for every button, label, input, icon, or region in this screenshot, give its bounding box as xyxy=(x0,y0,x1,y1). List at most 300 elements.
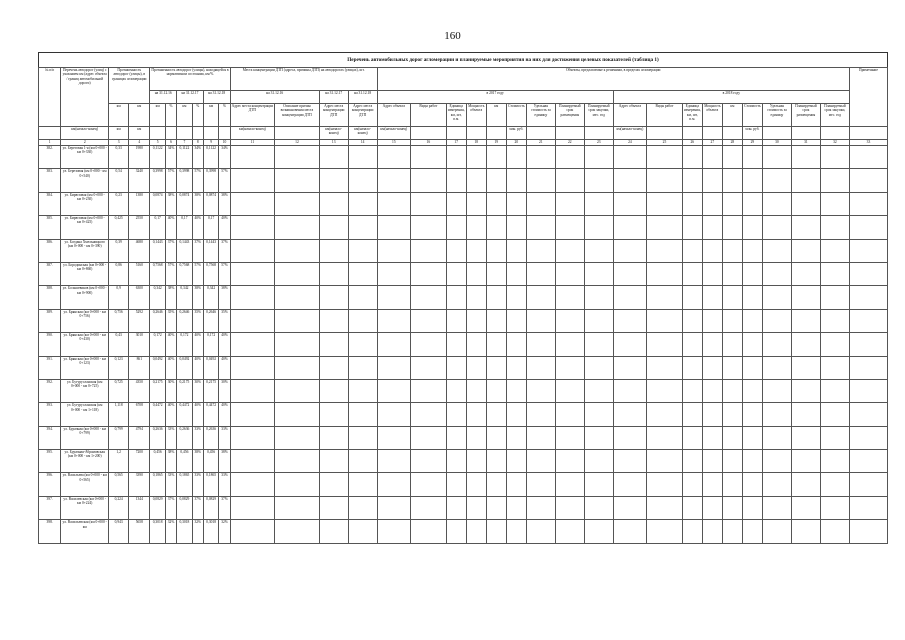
cell-empty xyxy=(319,473,348,496)
cell-empty xyxy=(348,192,377,215)
cell-empty xyxy=(319,356,348,379)
column-number: 22 xyxy=(555,140,584,146)
cell-empty xyxy=(820,426,849,449)
cell-empty xyxy=(506,192,526,215)
cell-len2: 3010 xyxy=(129,333,150,356)
cell-n: 389. xyxy=(39,309,61,332)
cell-empty xyxy=(275,192,320,215)
cell-empty xyxy=(742,473,762,496)
header-cost-unit-2018: Удельная стоимость за единицу xyxy=(762,104,791,127)
cell-p2: 35% xyxy=(192,309,203,332)
cell-p2: 34% xyxy=(192,146,203,169)
cell-empty xyxy=(486,309,506,332)
cell-v3: 0,3998 xyxy=(203,169,219,192)
cell-empty xyxy=(377,520,410,543)
cell-empty xyxy=(849,333,887,356)
column-number: 27 xyxy=(702,140,722,146)
cell-empty xyxy=(555,169,584,192)
cell-name: ул. Брянская (км 0+000 - км 0+756) xyxy=(61,309,109,332)
column-number: 16 xyxy=(411,140,447,146)
header-plan-purchase-2018: Планируемый срок закупки, мес. год xyxy=(820,104,849,127)
cell-empty xyxy=(486,333,506,356)
column-number: 24 xyxy=(613,140,646,146)
cell-len: 0,9 xyxy=(109,286,129,309)
cell-empty xyxy=(230,496,275,519)
cell-len: 0,23 xyxy=(109,192,129,215)
cell-empty xyxy=(319,239,348,262)
cell-empty xyxy=(411,520,447,543)
cell-empty xyxy=(319,192,348,215)
cell-empty xyxy=(647,192,683,215)
header-km: км xyxy=(109,104,129,127)
cell-p1: 34% xyxy=(165,146,176,169)
cell-v2: 0,2646 xyxy=(177,309,193,332)
cell-v1: 0,0874 xyxy=(150,192,166,215)
header-road-list: Перечень автодорог (улиц) с указанием км (адрес объекта / границ автомобильной дороги) xyxy=(61,68,109,127)
cell-p1: 30% xyxy=(165,379,176,402)
cell-p1: 33% xyxy=(165,473,176,496)
column-number: 2 xyxy=(61,140,109,146)
cell-empty xyxy=(555,403,584,426)
column-number: 3 xyxy=(109,140,129,146)
table-row xyxy=(39,473,888,496)
cell-empty xyxy=(791,146,820,169)
header-km-ref-dtp: км(начало-конец) xyxy=(230,127,275,140)
header-dtp-2018: на 31.12.18 xyxy=(348,91,377,104)
cell-p1: 57% xyxy=(165,262,176,285)
cell-empty xyxy=(820,192,849,215)
cell-empty xyxy=(702,520,722,543)
cell-empty xyxy=(555,216,584,239)
table-row xyxy=(39,239,888,262)
cell-empty xyxy=(486,169,506,192)
cell-empty xyxy=(702,169,722,192)
cell-p3: 38% xyxy=(219,286,230,309)
cell-empty xyxy=(791,450,820,473)
cell-p2: 38% xyxy=(192,286,203,309)
cell-p1: 37% xyxy=(165,239,176,262)
cell-p1: 38% xyxy=(165,192,176,215)
cell-p1: 40% xyxy=(165,216,176,239)
cell-empty xyxy=(466,403,486,426)
cell-empty xyxy=(446,403,466,426)
table-row xyxy=(39,426,888,449)
cell-n: 398. xyxy=(39,520,61,543)
cell-empty xyxy=(682,239,702,262)
column-number: 28 xyxy=(722,140,742,146)
cell-v2: 0,172 xyxy=(177,333,193,356)
cell-len2: 4350 xyxy=(129,379,150,402)
cell-empty xyxy=(526,192,555,215)
header-year-2018: в 2018 году xyxy=(613,91,849,104)
cell-len: 0,799 xyxy=(109,426,129,449)
cell-empty xyxy=(466,496,486,519)
cell-v2: 0,342 xyxy=(177,286,193,309)
cell-empty xyxy=(230,450,275,473)
cell-empty xyxy=(584,286,613,309)
cell-v2: 0,0874 xyxy=(177,192,193,215)
cell-empty xyxy=(446,520,466,543)
table-title: Перечень автомобильных дорог агломерации и планируемые мероприятия на них для достижения целевых показателей (таблица 1) xyxy=(38,52,888,67)
cell-empty xyxy=(411,333,447,356)
cell-empty xyxy=(348,496,377,519)
header-cost-unit-2017: Удельная стоимость за единицу xyxy=(526,104,555,127)
cell-empty xyxy=(446,379,466,402)
cell-empty xyxy=(348,286,377,309)
column-number: 15 xyxy=(377,140,410,146)
cell-v3: 0,2175 xyxy=(203,379,219,402)
cell-empty xyxy=(466,146,486,169)
header-works-2017: Виды работ xyxy=(411,104,447,127)
cell-empty xyxy=(702,473,722,496)
cell-n: 390. xyxy=(39,333,61,356)
cell-empty xyxy=(377,426,410,449)
cell-v2: 0,2175 xyxy=(177,379,193,402)
cell-empty xyxy=(762,309,791,332)
cell-empty xyxy=(702,262,722,285)
table-row xyxy=(39,169,888,192)
header-address-2017: Адрес объекта xyxy=(377,104,410,127)
column-number: 33 xyxy=(849,140,887,146)
cell-empty xyxy=(466,286,486,309)
header-km-c: км xyxy=(203,104,219,127)
cell-empty xyxy=(446,262,466,285)
cell-empty xyxy=(584,473,613,496)
cell-empty xyxy=(411,192,447,215)
column-number: 14 xyxy=(348,140,377,146)
cell-empty xyxy=(377,379,410,402)
cell-empty xyxy=(849,309,887,332)
cell-empty xyxy=(466,473,486,496)
cell-empty xyxy=(526,239,555,262)
cell-empty xyxy=(762,192,791,215)
cell-v3: 0,0829 xyxy=(203,496,219,519)
header-blank xyxy=(203,127,219,140)
cell-empty xyxy=(275,520,320,543)
table-row xyxy=(39,146,888,169)
cell-p2: 40% xyxy=(192,403,203,426)
cell-name: ул. Васильева (км 0+000 - км 0+565) xyxy=(61,473,109,496)
cell-empty xyxy=(466,520,486,543)
cell-empty xyxy=(230,520,275,543)
cell-empty xyxy=(613,520,646,543)
cell-empty xyxy=(584,192,613,215)
cell-empty xyxy=(762,356,791,379)
header-address-2018: Адрес объекта xyxy=(613,104,646,127)
cell-p3: 57% xyxy=(219,262,230,285)
cell-empty xyxy=(820,239,849,262)
cell-empty xyxy=(348,426,377,449)
cell-empty xyxy=(849,520,887,543)
cell-empty xyxy=(849,146,887,169)
cell-name: ул. Васильевская (км 0+000 - км xyxy=(61,520,109,543)
cell-empty xyxy=(791,286,820,309)
cell-empty xyxy=(613,426,646,449)
cell-len: 1,2 xyxy=(109,450,129,473)
cell-empty xyxy=(702,426,722,449)
cell-len: 0,425 xyxy=(109,216,129,239)
cell-empty xyxy=(526,520,555,543)
header-km-2017: км xyxy=(486,104,506,127)
cell-name: ул. Брянская (км 0+000 - км 0+123) xyxy=(61,356,109,379)
cell-empty xyxy=(526,379,555,402)
header-address-conc: Адрес места концентрации ДТП xyxy=(230,104,275,127)
column-number: 4 xyxy=(129,140,150,146)
cell-v1: 0,1443 xyxy=(150,239,166,262)
header-year-2017: в 2017 году xyxy=(377,91,613,104)
cell-empty xyxy=(555,286,584,309)
header-length: Протяженность автодорог (улицы), в границах агломерации xyxy=(109,68,150,104)
cell-empty xyxy=(555,356,584,379)
cell-empty xyxy=(742,239,762,262)
cell-empty xyxy=(613,450,646,473)
cell-n: 385. xyxy=(39,216,61,239)
cell-empty xyxy=(486,286,506,309)
cell-empty xyxy=(411,496,447,519)
document-sheet xyxy=(38,52,888,544)
cell-empty xyxy=(348,473,377,496)
cell-empty xyxy=(230,239,275,262)
cell-empty xyxy=(702,403,722,426)
cell-empty xyxy=(820,379,849,402)
cell-empty xyxy=(722,520,742,543)
cell-len: 0,86 xyxy=(109,262,129,285)
cell-empty xyxy=(682,216,702,239)
cell-empty xyxy=(849,216,887,239)
column-number: 20 xyxy=(506,140,526,146)
cell-len2: 4794 xyxy=(129,426,150,449)
cell-empty xyxy=(613,192,646,215)
header-blank xyxy=(466,127,486,140)
cell-v2: 0,1443 xyxy=(177,239,193,262)
cell-empty xyxy=(486,496,506,519)
cell-empty xyxy=(555,496,584,519)
cell-empty xyxy=(849,192,887,215)
cell-p2: 33% xyxy=(192,426,203,449)
cell-name: ул. Береговая 1-я (км 0+000 - км 0+330) xyxy=(61,146,109,169)
cell-empty xyxy=(555,333,584,356)
cell-name: ул. Брянская (км 0+000 - км 0+430) xyxy=(61,333,109,356)
cell-empty xyxy=(613,379,646,402)
cell-len: 0,224 xyxy=(109,496,129,519)
cell-empty xyxy=(526,169,555,192)
cell-n: 392. xyxy=(39,379,61,402)
cell-len2: 5658 xyxy=(129,520,150,543)
cell-empty xyxy=(702,216,722,239)
header-km-ref: км(начало-конец) xyxy=(61,127,109,140)
cell-empty xyxy=(446,426,466,449)
cell-p1: 35% xyxy=(165,309,176,332)
cell-empty xyxy=(555,309,584,332)
cell-empty xyxy=(647,426,683,449)
cell-v3: 0,0874 xyxy=(203,192,219,215)
cell-empty xyxy=(849,379,887,402)
cell-empty xyxy=(466,192,486,215)
cell-v1: 0,0492 xyxy=(150,356,166,379)
header-date-2017: на 31.12.17 xyxy=(177,91,204,104)
cell-empty xyxy=(275,239,320,262)
cell-empty xyxy=(319,169,348,192)
cell-empty xyxy=(722,239,742,262)
cell-empty xyxy=(446,146,466,169)
cell-empty xyxy=(849,450,887,473)
cell-empty xyxy=(584,450,613,473)
cell-empty xyxy=(742,496,762,519)
cell-v1: 0,7568 xyxy=(150,262,166,285)
table-row xyxy=(39,216,888,239)
cell-empty xyxy=(319,216,348,239)
cell-empty xyxy=(762,403,791,426)
cell-p3: 33% xyxy=(219,426,230,449)
cell-empty xyxy=(584,379,613,402)
cell-p3: 38% xyxy=(219,450,230,473)
cell-empty xyxy=(526,450,555,473)
cell-empty xyxy=(486,379,506,402)
cell-empty xyxy=(555,379,584,402)
cell-empty xyxy=(722,216,742,239)
cell-empty xyxy=(555,146,584,169)
cell-empty xyxy=(319,520,348,543)
cell-v2: 0,0829 xyxy=(177,496,193,519)
header-row-1 xyxy=(39,68,888,91)
cell-empty xyxy=(742,309,762,332)
cell-empty xyxy=(702,146,722,169)
cell-empty xyxy=(377,262,410,285)
cell-p3: 40% xyxy=(219,403,230,426)
cell-empty xyxy=(762,146,791,169)
cell-empty xyxy=(722,496,742,519)
cell-empty xyxy=(275,356,320,379)
cell-p2: 33% xyxy=(192,473,203,496)
cell-empty xyxy=(584,216,613,239)
cell-empty xyxy=(613,286,646,309)
cell-v3: 0,17 xyxy=(203,216,219,239)
cell-empty xyxy=(820,262,849,285)
cell-len2: 6708 xyxy=(129,403,150,426)
cell-empty xyxy=(506,216,526,239)
cell-empty xyxy=(411,379,447,402)
cell-v1: 0,1122 xyxy=(150,146,166,169)
cell-empty xyxy=(486,426,506,449)
cell-empty xyxy=(506,450,526,473)
cell-v1: 0,17 xyxy=(150,216,166,239)
cell-p2: 30% xyxy=(192,379,203,402)
header-dtp-2017: на 31.12.17 xyxy=(319,91,348,104)
header-blank xyxy=(411,127,447,140)
cell-empty xyxy=(647,356,683,379)
cell-len2: 2550 xyxy=(129,216,150,239)
cell-empty xyxy=(555,473,584,496)
cell-empty xyxy=(820,286,849,309)
table-row xyxy=(39,403,888,426)
header-km-ref-2018: км(начало-конец) xyxy=(348,127,377,140)
cell-empty xyxy=(791,520,820,543)
header-km-sub2: км xyxy=(129,127,150,140)
header-note: Примечание xyxy=(849,68,887,127)
header-blank xyxy=(192,127,203,140)
table-row xyxy=(39,356,888,379)
cell-empty xyxy=(411,309,447,332)
cell-empty xyxy=(702,356,722,379)
cell-empty xyxy=(411,216,447,239)
header-plan-term-2017: Планируемый срок размещения xyxy=(555,104,584,127)
table-row xyxy=(39,450,888,473)
cell-empty xyxy=(275,169,320,192)
column-number: 9 xyxy=(203,140,219,146)
cell-len2: 4680 xyxy=(129,239,150,262)
cell-p1: 57% xyxy=(165,169,176,192)
header-objects: Объекты, предлагаемые к решениям, в пределах агломерации xyxy=(377,68,849,91)
cell-v1: 0,4472 xyxy=(150,403,166,426)
cell-empty xyxy=(319,333,348,356)
cell-n: 382. xyxy=(39,146,61,169)
cell-empty xyxy=(647,473,683,496)
cell-empty xyxy=(411,146,447,169)
cell-empty xyxy=(791,403,820,426)
cell-empty xyxy=(377,216,410,239)
cell-empty xyxy=(377,356,410,379)
cell-empty xyxy=(275,426,320,449)
table-row xyxy=(39,333,888,356)
cell-empty xyxy=(791,379,820,402)
cell-empty xyxy=(613,239,646,262)
cell-empty xyxy=(319,286,348,309)
cell-empty xyxy=(613,356,646,379)
cell-empty xyxy=(377,309,410,332)
cell-empty xyxy=(722,146,742,169)
cell-empty xyxy=(682,356,702,379)
cell-p2: 37% xyxy=(192,239,203,262)
table-row xyxy=(39,192,888,215)
header-km-2018: км xyxy=(722,104,742,127)
cell-empty xyxy=(791,309,820,332)
cell-empty xyxy=(230,146,275,169)
cell-empty xyxy=(742,520,762,543)
cell-empty xyxy=(275,286,320,309)
cell-empty xyxy=(682,192,702,215)
cell-empty xyxy=(446,496,466,519)
table-row xyxy=(39,520,888,543)
cell-empty xyxy=(682,426,702,449)
cell-len2: 1980 xyxy=(129,146,150,169)
cell-len2: 3240 xyxy=(129,169,150,192)
cell-empty xyxy=(411,450,447,473)
cell-empty xyxy=(230,403,275,426)
cell-empty xyxy=(742,216,762,239)
cell-n: 384. xyxy=(39,192,61,215)
cell-empty xyxy=(849,356,887,379)
cell-empty xyxy=(486,473,506,496)
header-km-sub: км xyxy=(109,127,129,140)
cell-v3: 0,342 xyxy=(203,286,219,309)
cell-len2: 6300 xyxy=(129,286,150,309)
cell-empty xyxy=(722,379,742,402)
cell-name: ул. Василевская (км 0+000 - км 0+224) xyxy=(61,496,109,519)
cell-v1: 0,2175 xyxy=(150,379,166,402)
header-km-b: км xyxy=(177,104,193,127)
header-blank xyxy=(219,127,230,140)
cell-p1: 32% xyxy=(165,520,176,543)
cell-empty xyxy=(791,473,820,496)
cell-empty xyxy=(275,216,320,239)
header-blank xyxy=(584,127,613,140)
cell-p3: 32% xyxy=(219,520,230,543)
cell-empty xyxy=(849,473,887,496)
cell-empty xyxy=(506,403,526,426)
cell-empty xyxy=(702,450,722,473)
cell-empty xyxy=(791,426,820,449)
cell-empty xyxy=(791,216,820,239)
